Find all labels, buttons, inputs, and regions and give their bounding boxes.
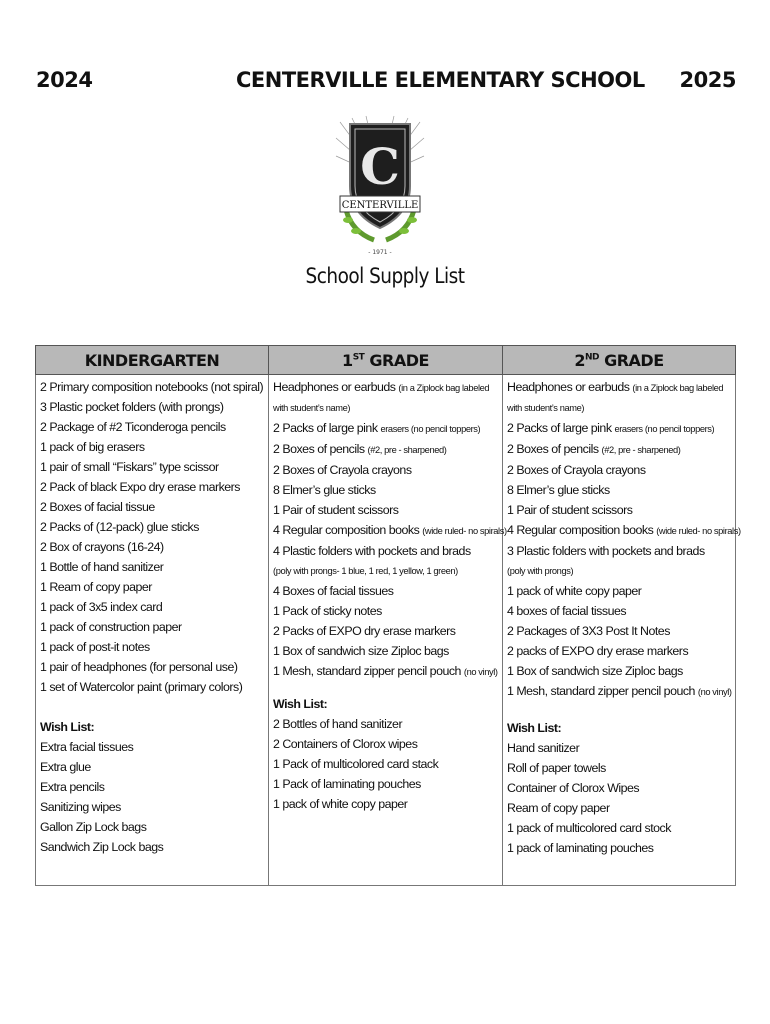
wish-list-title: Wish List: bbox=[273, 697, 328, 711]
supply-item-text: 2 Boxes of Crayola crayons bbox=[507, 463, 646, 477]
supply-item-text: 1 pair of headphones (for personal use) bbox=[40, 660, 238, 674]
supply-item-text: 1 pack of post-it notes bbox=[40, 640, 150, 654]
supply-item-detail: (wide ruled- no spirals) bbox=[422, 526, 507, 536]
supply-item-note: with student’s name) bbox=[507, 403, 585, 413]
supply-item bbox=[273, 621, 498, 641]
wish-list-item: Hand sanitizer bbox=[507, 741, 580, 755]
supply-item-text: 2 Package of #2 Ticonderoga pencils bbox=[40, 420, 226, 434]
supply-item-text: Headphones or earbuds bbox=[273, 380, 399, 394]
supply-item-text: 2 Boxes of facial tissue bbox=[40, 500, 155, 514]
supply-item-text: 2 Packs of large pink bbox=[507, 421, 615, 435]
page-header bbox=[36, 68, 736, 98]
wish-list-item: Extra facial tissues bbox=[40, 740, 134, 754]
supply-item bbox=[507, 439, 731, 460]
supply-item-text: 1 Bottle of hand sanitizer bbox=[40, 560, 164, 574]
wish-list-item: 1 Pack of multicolored card stack bbox=[273, 757, 439, 771]
supply-item-text: 1 pack of construction paper bbox=[40, 620, 182, 634]
supply-item-text: 1 pack of big erasers bbox=[40, 440, 145, 454]
wish-list-title: Wish List: bbox=[40, 720, 95, 734]
supply-item-detail: (no vinyl) bbox=[463, 667, 498, 677]
kindergarten-list bbox=[36, 375, 269, 886]
supply-item-note: with student’s name) bbox=[273, 403, 351, 413]
column-heading-2nd-grade: 2ND GRADE bbox=[503, 346, 736, 375]
supply-item-text: 4 Plastic folders with pockets and brads bbox=[273, 544, 471, 558]
crest-banner-text: CENTERVILLE bbox=[341, 200, 419, 211]
second-grade-list bbox=[503, 375, 741, 886]
supply-item-text: 4 Regular composition books bbox=[507, 523, 657, 537]
supply-item bbox=[40, 417, 264, 437]
supply-item bbox=[40, 517, 264, 537]
supply-item-text: 2 Boxes of Crayola crayons bbox=[273, 463, 412, 477]
supply-item-text: 4 Regular composition books bbox=[273, 523, 423, 537]
supply-item-text: 3 Plastic pocket folders (with prongs) bbox=[40, 400, 224, 414]
supply-item-text: 4 boxes of facial tissues bbox=[507, 604, 627, 618]
supply-item-detail: erasers (no pencil toppers) bbox=[380, 424, 481, 434]
supply-item bbox=[273, 460, 498, 480]
supply-item-text: 2 Packs of large pink bbox=[273, 421, 381, 435]
school-crest-logo bbox=[336, 116, 424, 262]
supply-item-text: Headphones or earbuds bbox=[507, 380, 633, 394]
supply-item-text: 1 Mesh, standard zipper pencil pouch bbox=[507, 684, 698, 698]
supply-item-text: 1 Box of sandwich size Ziploc bags bbox=[273, 644, 449, 658]
wish-list-item: Ream of copy paper bbox=[507, 801, 610, 815]
supply-item bbox=[40, 457, 264, 477]
supply-item bbox=[273, 581, 498, 601]
supply-item bbox=[273, 541, 498, 561]
supply-item bbox=[507, 621, 731, 641]
wish-list-title: Wish List: bbox=[507, 721, 562, 735]
supply-item-text: 2 Packs of (12-pack) glue sticks bbox=[40, 520, 199, 534]
supply-item-text: 1 pack of white copy paper bbox=[507, 584, 642, 598]
supply-item bbox=[40, 657, 264, 677]
wish-list-item: Extra glue bbox=[40, 760, 91, 774]
supply-item-text: 2 Packages of 3X3 Post It Notes bbox=[507, 624, 670, 638]
supply-item-text: 2 Packs of EXPO dry erase markers bbox=[273, 624, 456, 638]
supply-item-text: 2 Box of crayons (16-24) bbox=[40, 540, 164, 554]
year-end: 2025 bbox=[679, 68, 736, 92]
year-start: 2024 bbox=[36, 68, 93, 92]
supply-item bbox=[40, 557, 264, 577]
supply-item bbox=[40, 437, 264, 457]
supply-item bbox=[507, 500, 731, 520]
supply-item bbox=[40, 637, 264, 657]
supply-item-detail: (no vinyl) bbox=[697, 687, 732, 697]
supply-item-detail: erasers (no pencil toppers) bbox=[614, 424, 715, 434]
crest-year: - 1971 - bbox=[368, 249, 392, 256]
supply-item bbox=[273, 661, 498, 682]
wish-list-item: 1 pack of laminating pouches bbox=[507, 841, 654, 855]
supply-item-text: 2 Pack of black Expo dry erase markers bbox=[40, 480, 240, 494]
supply-item-text: 1 Pair of student scissors bbox=[507, 503, 633, 517]
crest-letter: C bbox=[360, 137, 400, 196]
supply-item-text: 2 packs of EXPO dry erase markers bbox=[507, 644, 689, 658]
wish-list-item: Sandwich Zip Lock bags bbox=[40, 840, 164, 854]
supply-item-text: 2 Boxes of pencils bbox=[507, 442, 602, 456]
supply-item bbox=[507, 641, 731, 661]
supply-item bbox=[40, 377, 264, 397]
wish-list-item: Container of Clorox Wipes bbox=[507, 781, 640, 795]
supply-item bbox=[40, 617, 264, 637]
supply-item-detail: (#2, pre - sharpened) bbox=[601, 445, 681, 455]
supply-item-text: 1 Pack of sticky notes bbox=[273, 604, 382, 618]
supply-item-text: 2 Boxes of pencils bbox=[273, 442, 368, 456]
supply-item-text: 2 Primary composition notebooks (not spiral) bbox=[40, 380, 264, 394]
column-heading-kindergarten: KINDERGARTEN bbox=[36, 346, 269, 375]
supply-item bbox=[507, 661, 731, 681]
first-grade-list bbox=[269, 375, 507, 886]
supply-item bbox=[273, 439, 498, 460]
page-title: School Supply List bbox=[305, 264, 465, 288]
supply-item-detail: (in a Ziplock bag labeled bbox=[398, 383, 490, 393]
supply-item-detail: (#2, pre - sharpened) bbox=[367, 445, 447, 455]
wish-list-item: Extra pencils bbox=[40, 780, 105, 794]
supply-item-detail: (in a Ziplock bag labeled bbox=[632, 383, 724, 393]
wish-list-item: Gallon Zip Lock bags bbox=[40, 820, 147, 834]
supply-item-text: 4 Boxes of facial tissues bbox=[273, 584, 394, 598]
supply-item bbox=[273, 418, 498, 439]
supply-item-note: (poly with prongs) bbox=[507, 566, 574, 576]
supply-item bbox=[507, 480, 731, 500]
supply-item-text: 1 Mesh, standard zipper pencil pouch bbox=[273, 664, 464, 678]
wish-list-item: Sanitizing wipes bbox=[40, 800, 121, 814]
wish-list-item: 1 pack of multicolored card stock bbox=[507, 821, 671, 835]
supply-item bbox=[40, 477, 264, 497]
supply-table bbox=[35, 345, 741, 886]
supply-item bbox=[507, 377, 731, 398]
supply-item bbox=[40, 537, 264, 557]
supply-item-text: 1 Box of sandwich size Ziploc bags bbox=[507, 664, 683, 678]
supply-item-text: 1 Pair of student scissors bbox=[273, 503, 399, 517]
wish-list-item: 1 Pack of laminating pouches bbox=[273, 777, 421, 791]
wish-list-item: 1 pack of white copy paper bbox=[273, 797, 408, 811]
supply-item-text: 1 set of Watercolor paint (primary colors) bbox=[40, 680, 243, 694]
column-heading-1st-grade: 1ST GRADE bbox=[269, 346, 503, 375]
supply-item bbox=[507, 581, 731, 601]
supply-item bbox=[507, 418, 731, 439]
supply-item bbox=[273, 601, 498, 621]
supply-item bbox=[40, 597, 264, 617]
supply-item bbox=[40, 497, 264, 517]
school-name: CENTERVILLE ELEMENTARY SCHOOL bbox=[236, 68, 645, 92]
supply-item-text: 1 pack of 3x5 index card bbox=[40, 600, 163, 614]
supply-item bbox=[507, 460, 731, 480]
supply-item bbox=[273, 641, 498, 661]
supply-item-text: 1 Ream of copy paper bbox=[40, 580, 152, 594]
supply-item bbox=[273, 377, 498, 398]
supply-item-detail: (wide ruled- no spirals) bbox=[656, 526, 741, 536]
supply-item-text: 1 pair of small “Fiskars” type scissor bbox=[40, 460, 219, 474]
supply-item bbox=[273, 520, 507, 541]
wish-list-item: 2 Containers of Clorox wipes bbox=[273, 737, 418, 751]
supply-item-text: 8 Elmer’s glue sticks bbox=[273, 483, 376, 497]
supply-item bbox=[507, 520, 741, 541]
supply-item bbox=[507, 681, 731, 702]
wish-list-item: 2 Bottles of hand sanitizer bbox=[273, 717, 403, 731]
supply-item bbox=[507, 541, 731, 561]
wish-list-item: Roll of paper towels bbox=[507, 761, 606, 775]
supply-item-note: (poly with prongs- 1 blue, 1 red, 1 yellow, 1 green) bbox=[273, 566, 458, 576]
supply-item bbox=[273, 480, 498, 500]
supply-item bbox=[507, 601, 731, 621]
supply-item bbox=[40, 577, 264, 597]
supply-item bbox=[40, 677, 264, 697]
supply-item-text: 3 Plastic folders with pockets and brads bbox=[507, 544, 705, 558]
supply-item bbox=[273, 500, 498, 520]
supply-item-text: 8 Elmer’s glue sticks bbox=[507, 483, 610, 497]
supply-item bbox=[40, 397, 264, 417]
